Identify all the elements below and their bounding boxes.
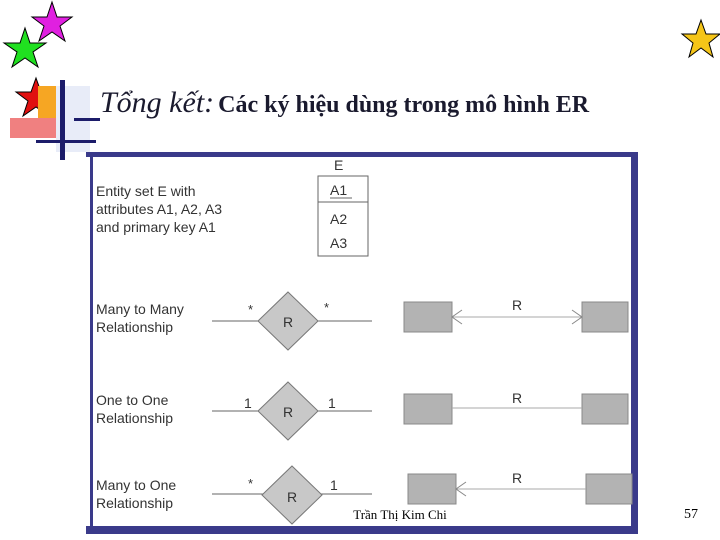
star-green-icon bbox=[4, 28, 46, 67]
title-sub: Các ký hiệu dùng trong mô hình ER bbox=[218, 92, 590, 118]
entity-desc-line-2: attributes A1, A2, A3 bbox=[96, 201, 223, 217]
entity-rect-left bbox=[404, 302, 452, 332]
slide-title bbox=[100, 86, 589, 120]
left-cardinality: * bbox=[248, 476, 254, 491]
relationship-label-line: Relationship bbox=[96, 319, 174, 335]
decor-red-bar bbox=[10, 118, 56, 138]
entity-attribute: A2 bbox=[330, 211, 348, 227]
entity-rect-left bbox=[408, 474, 456, 504]
title-main: Tổng kết: bbox=[100, 86, 215, 119]
alt-relationship-label: R bbox=[512, 470, 523, 486]
right-cardinality: 1 bbox=[330, 477, 338, 493]
entity-rect-right bbox=[582, 302, 628, 332]
star-yellow-icon bbox=[682, 20, 720, 57]
panel-frame-bottom bbox=[86, 526, 638, 534]
entity-desc-line-3: and primary key A1 bbox=[96, 219, 216, 235]
star-magenta-icon bbox=[32, 2, 72, 41]
entity-rect-right bbox=[582, 394, 628, 424]
footer-author: Trần Thị Kim Chi bbox=[353, 507, 447, 522]
panel-frame-left bbox=[90, 152, 93, 534]
entity-rect-right bbox=[586, 474, 632, 504]
entity-rect-left bbox=[404, 394, 452, 424]
decor-hline-2 bbox=[74, 118, 100, 121]
diamond-label: R bbox=[283, 404, 294, 420]
entity-attribute: A3 bbox=[330, 235, 348, 251]
right-cardinality: 1 bbox=[328, 395, 336, 411]
er-diagram-panel bbox=[86, 152, 638, 534]
alt-relationship-label: R bbox=[512, 297, 523, 313]
left-cardinality: * bbox=[248, 302, 254, 317]
relationship-label-line: Relationship bbox=[96, 495, 174, 511]
diamond-label: R bbox=[283, 314, 294, 330]
page-number: 57 bbox=[684, 507, 698, 522]
decor-blue-vbar bbox=[60, 80, 65, 160]
relationship-label-line: Relationship bbox=[96, 410, 174, 426]
entity-name: E bbox=[334, 157, 344, 173]
right-cardinality: * bbox=[324, 300, 330, 315]
alt-relationship-label: R bbox=[512, 390, 523, 406]
entity-desc-line-1: Entity set E with bbox=[96, 183, 196, 199]
left-cardinality: 1 bbox=[244, 395, 252, 411]
decor-stars bbox=[0, 0, 720, 160]
panel-frame-top bbox=[86, 152, 638, 157]
relationship-label-line: One to One bbox=[96, 392, 169, 408]
diamond-label: R bbox=[287, 489, 298, 505]
relationship-label-line: Many to One bbox=[96, 477, 177, 493]
relationship-label-line: Many to Many bbox=[96, 301, 184, 317]
entity-key-attribute: A1 bbox=[330, 182, 348, 198]
decor-hline-1 bbox=[36, 140, 96, 143]
